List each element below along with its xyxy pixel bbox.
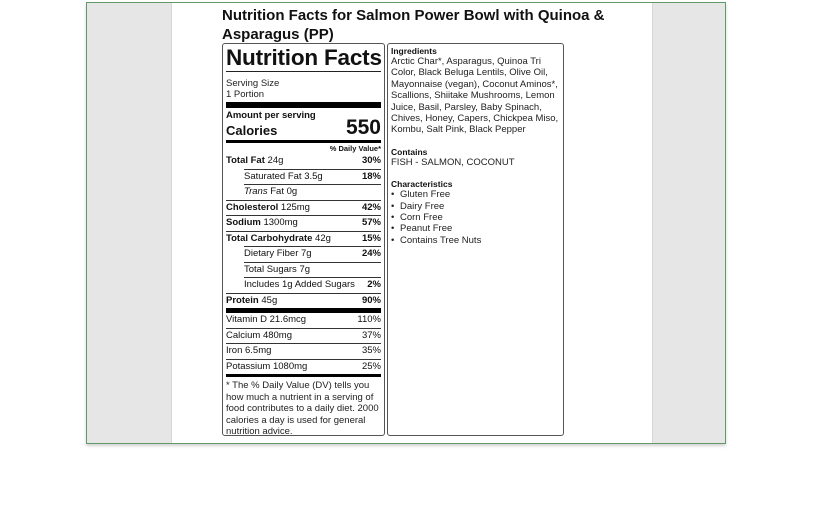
characteristics-heading: Characteristics bbox=[391, 179, 453, 190]
nutrient-amount: 7g bbox=[299, 263, 311, 275]
nutrient-row bbox=[226, 215, 381, 231]
nutrient-amount: 0g bbox=[286, 186, 298, 197]
nutrient-amount: 3.5g bbox=[304, 170, 323, 182]
characteristic-item: • Corn Free bbox=[400, 212, 560, 223]
characteristics-list bbox=[391, 189, 560, 246]
vitamin-name: Potassium 1080mg bbox=[226, 360, 308, 372]
nutrient-amount: 42g bbox=[315, 232, 331, 244]
nutrient-daily-value: 57% bbox=[361, 217, 381, 228]
document-frame bbox=[86, 2, 726, 444]
vitamin-row bbox=[226, 328, 381, 344]
daily-value-header: % Daily Value* bbox=[329, 144, 381, 153]
nutrient-daily-value: 42% bbox=[361, 201, 381, 213]
nutrient-name: Includes 1g Added Sugars bbox=[244, 279, 355, 290]
nutrient-row bbox=[244, 277, 381, 293]
nutrient-daily-value: 2% bbox=[367, 279, 381, 290]
serving-size-label: Serving Size bbox=[226, 78, 280, 89]
ingredients-heading: Ingredients bbox=[391, 46, 437, 56]
nutrition-facts-label bbox=[222, 43, 385, 436]
left-margin-panel bbox=[87, 3, 172, 443]
nutrient-name: Dietary Fiber 7g bbox=[244, 248, 312, 259]
nutrient-name: Protein 45g bbox=[226, 294, 278, 306]
vitamin-name: Calcium 480mg bbox=[226, 329, 292, 341]
nutrient-row bbox=[244, 184, 381, 200]
nutrient-amount: 125mg bbox=[280, 201, 310, 213]
vitamin-daily-value: 25% bbox=[361, 360, 381, 372]
page-title: Nutrition Facts for Salmon Power Bowl with Quinoa & Asparagus (PP) bbox=[222, 7, 605, 43]
ingredients-panel bbox=[387, 43, 564, 436]
calories-label: Calories bbox=[226, 123, 278, 138]
amount-per-serving: Amount per serving bbox=[226, 110, 316, 121]
vitamin-daily-value: 110% bbox=[357, 314, 381, 325]
calories-value: 550 bbox=[345, 116, 381, 139]
characteristic-item: • Peanut Free bbox=[400, 223, 560, 234]
nutrient-row bbox=[226, 293, 381, 309]
vitamin-list bbox=[226, 313, 381, 374]
nutrient-amount: 1300mg bbox=[263, 217, 298, 228]
nutrient-daily-value: 15% bbox=[361, 232, 381, 244]
nutrient-list bbox=[226, 154, 381, 308]
contains-text: FISH - SALMON, COCONUT bbox=[391, 156, 515, 168]
nutrient-name: Total Sugars 7g bbox=[244, 263, 311, 275]
nutrient-name: Total Fat 24g bbox=[226, 155, 284, 166]
nutrient-name: Trans Fat 0g bbox=[244, 186, 298, 197]
serving-size bbox=[226, 72, 381, 102]
daily-value-footnote: * The % Daily Value (DV) tells you how much a nutrient in a serving of food contributes to a daily diet. 2000 calories a day is used for general nutrition advice. bbox=[226, 380, 379, 437]
nutrient-daily-value: 24% bbox=[361, 248, 381, 259]
nutrient-row bbox=[244, 169, 381, 185]
nutrient-row bbox=[244, 246, 381, 262]
contains-heading: Contains bbox=[391, 146, 428, 157]
nutrient-name: Sodium 1300mg bbox=[226, 217, 298, 228]
nutrient-daily-value: 18% bbox=[361, 170, 381, 182]
nutrient-amount: 24g bbox=[267, 155, 284, 166]
characteristic-item: • Contains Tree Nuts bbox=[400, 235, 560, 246]
nutrient-name: Total Carbohydrate 42g bbox=[226, 232, 331, 244]
vitamin-name: Vitamin D 21.6mcg bbox=[226, 314, 307, 325]
ingredients-text: Arctic Char*, Asparagus, Quinoa Tri Color, Black Beluga Lentils, Olive Oil, Mayonnaise (vegan), Coconut Aminos*, Scallions, Shiitake Mushrooms, Lemon Juice, Basil, Parsley, Baby Spinach, Chives, Honey, Capers, Chickpea Miso, Kombu, Salt Pink, Black Pepper bbox=[391, 56, 559, 136]
vitamin-daily-value: 37% bbox=[361, 329, 381, 341]
nutrient-row bbox=[226, 231, 381, 247]
nutrient-name: Saturated Fat 3.5g bbox=[244, 170, 323, 182]
label-heading: Nutrition Facts bbox=[226, 45, 382, 70]
vitamin-row bbox=[226, 313, 381, 328]
nutrient-row bbox=[226, 200, 381, 216]
right-margin-panel bbox=[652, 3, 725, 443]
vitamin-row bbox=[226, 343, 381, 359]
nutrient-daily-value: 90% bbox=[361, 294, 381, 306]
nutrient-row bbox=[244, 262, 381, 278]
nutrient-name: Cholesterol 125mg bbox=[226, 201, 310, 213]
nutrient-row bbox=[226, 154, 381, 169]
nutrient-amount: 7g bbox=[301, 248, 312, 259]
nutrient-amount: 45g bbox=[261, 294, 278, 306]
vitamin-row bbox=[226, 359, 381, 375]
nutrient-daily-value: 30% bbox=[361, 155, 381, 166]
characteristic-item: • Gluten Free bbox=[400, 189, 560, 200]
vitamin-daily-value: 35% bbox=[361, 345, 381, 356]
serving-size-value: 1 Portion bbox=[226, 89, 265, 100]
characteristic-item: • Dairy Free bbox=[400, 201, 560, 212]
vitamin-name: Iron 6.5mg bbox=[226, 345, 272, 356]
